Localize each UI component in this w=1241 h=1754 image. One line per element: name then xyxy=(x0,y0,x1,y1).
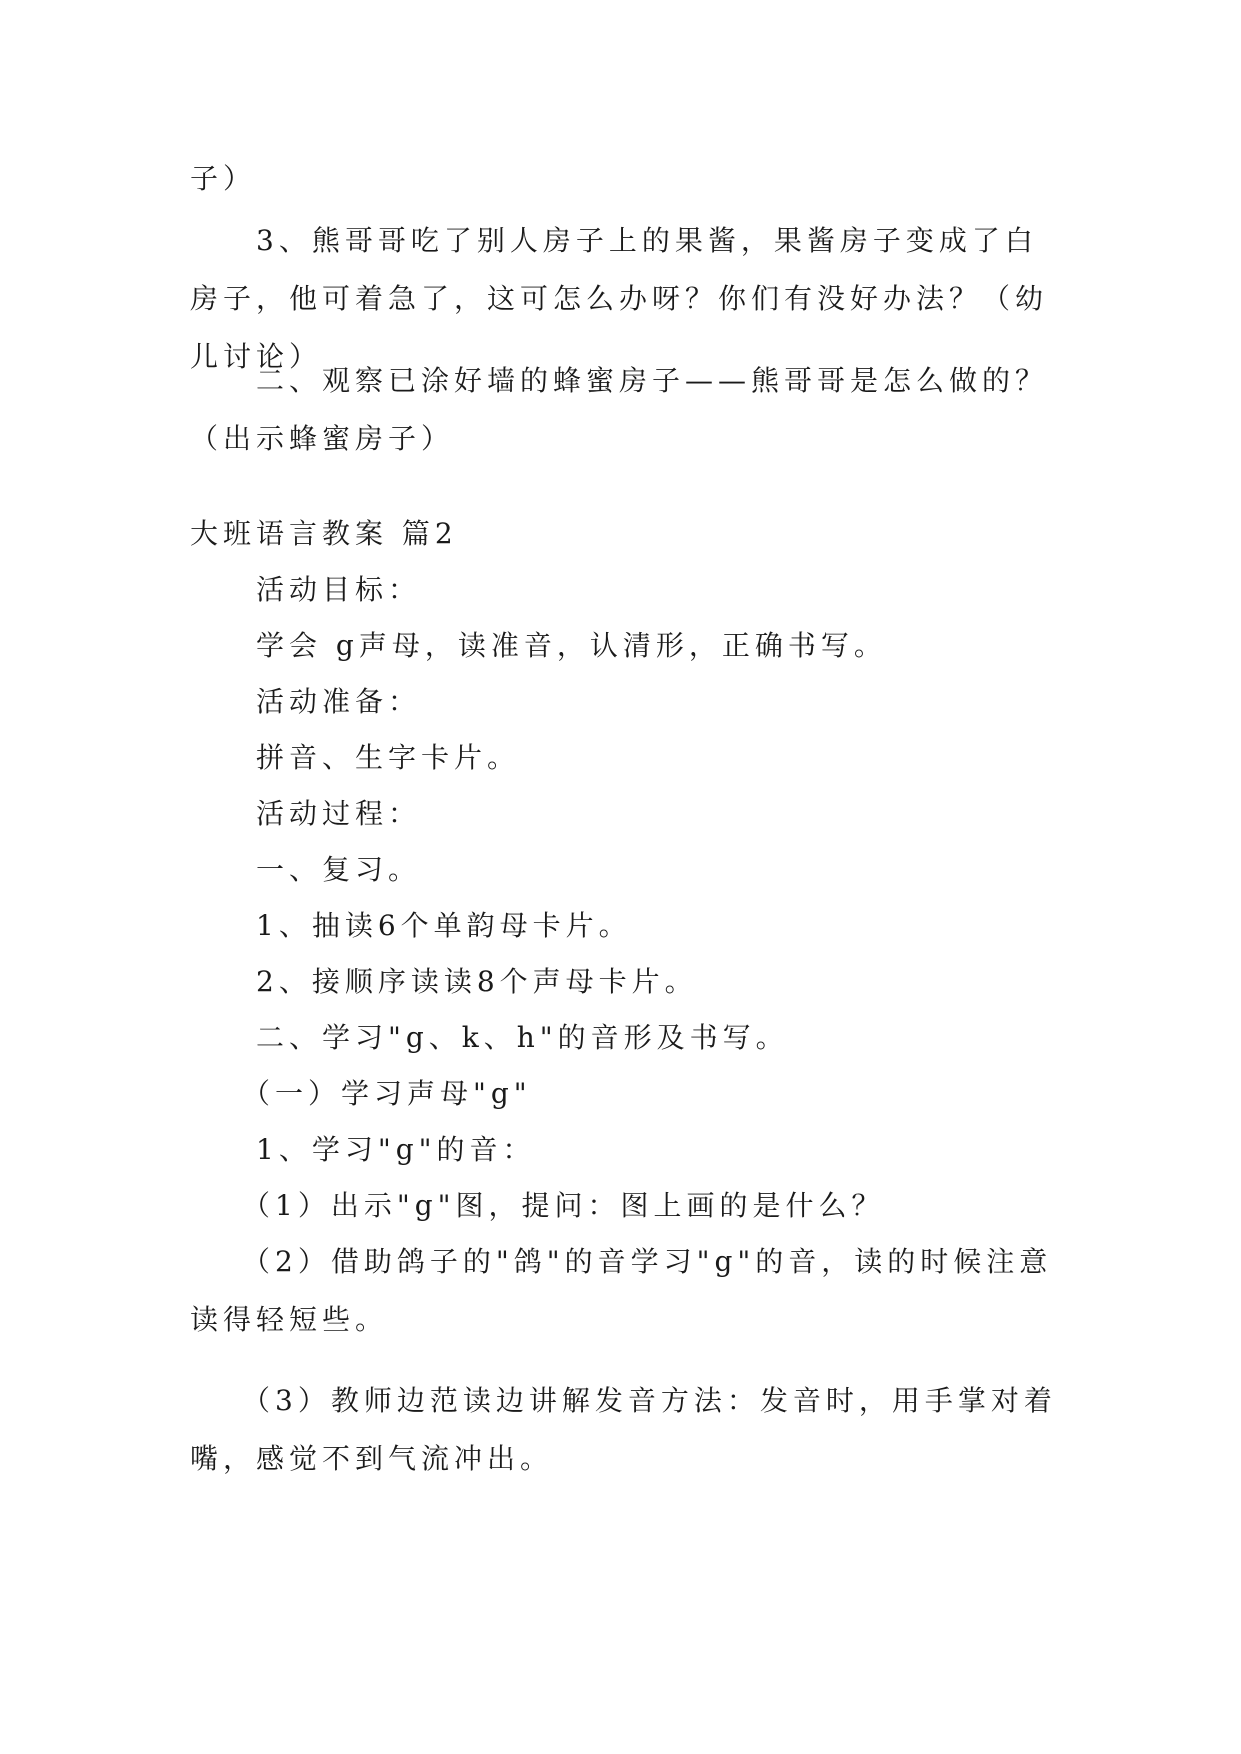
paragraph-continuation: 子） xyxy=(190,162,257,195)
paragraph-review: 一、复习。 xyxy=(190,853,422,886)
paragraph-activity-prep: 拼音、生字卡片。 xyxy=(190,741,521,774)
paragraph-step-1: （1）出示"g"图，提问：图上画的是什么？ xyxy=(190,1189,885,1222)
paragraph-step-3b: （3）教师边范读边讲解发音方法：发音时，用手掌对着嘴，感觉不到气流冲出。 xyxy=(190,1384,1057,1475)
paragraph-step-3: 3、熊哥哥吃了别人房子上的果酱，果酱房子变成了白房子，他可着急了，这可怎么办呀？你们有没好办法？（幼儿讨论） xyxy=(190,224,1049,373)
paragraph-step-2: （2）借助鸽子的"鸽"的音学习"g"的音，读的时候注意读得轻短些。 xyxy=(190,1245,1053,1336)
paragraph-learn: 二、学习"g、k、h"的音形及书写。 xyxy=(190,1021,789,1054)
section-heading: 大班语言教案 篇2 xyxy=(190,517,458,550)
paragraph-section-2-observe: 二、观察已涂好墙的蜂蜜房子——熊哥哥是怎么做的？（出示蜂蜜房子） xyxy=(190,364,1049,455)
paragraph-review-2: 2、接顺序读读8个声母卡片。 xyxy=(190,965,698,998)
paragraph-review-1: 1、抽读6个单韵母卡片。 xyxy=(190,909,632,942)
paragraph-activity-goal-label: 活动目标： xyxy=(190,573,422,606)
paragraph-activity-goal: 学会 g声母，读准音，认清形，正确书写。 xyxy=(190,629,887,662)
paragraph-activity-prep-label: 活动准备： xyxy=(190,685,422,718)
paragraph-activity-process-label: 活动过程： xyxy=(190,797,422,830)
paragraph-learn-g: （一）学习声母"g" xyxy=(190,1077,532,1110)
paragraph-learn-g-sound: 1、学习"g"的音： xyxy=(190,1133,536,1166)
